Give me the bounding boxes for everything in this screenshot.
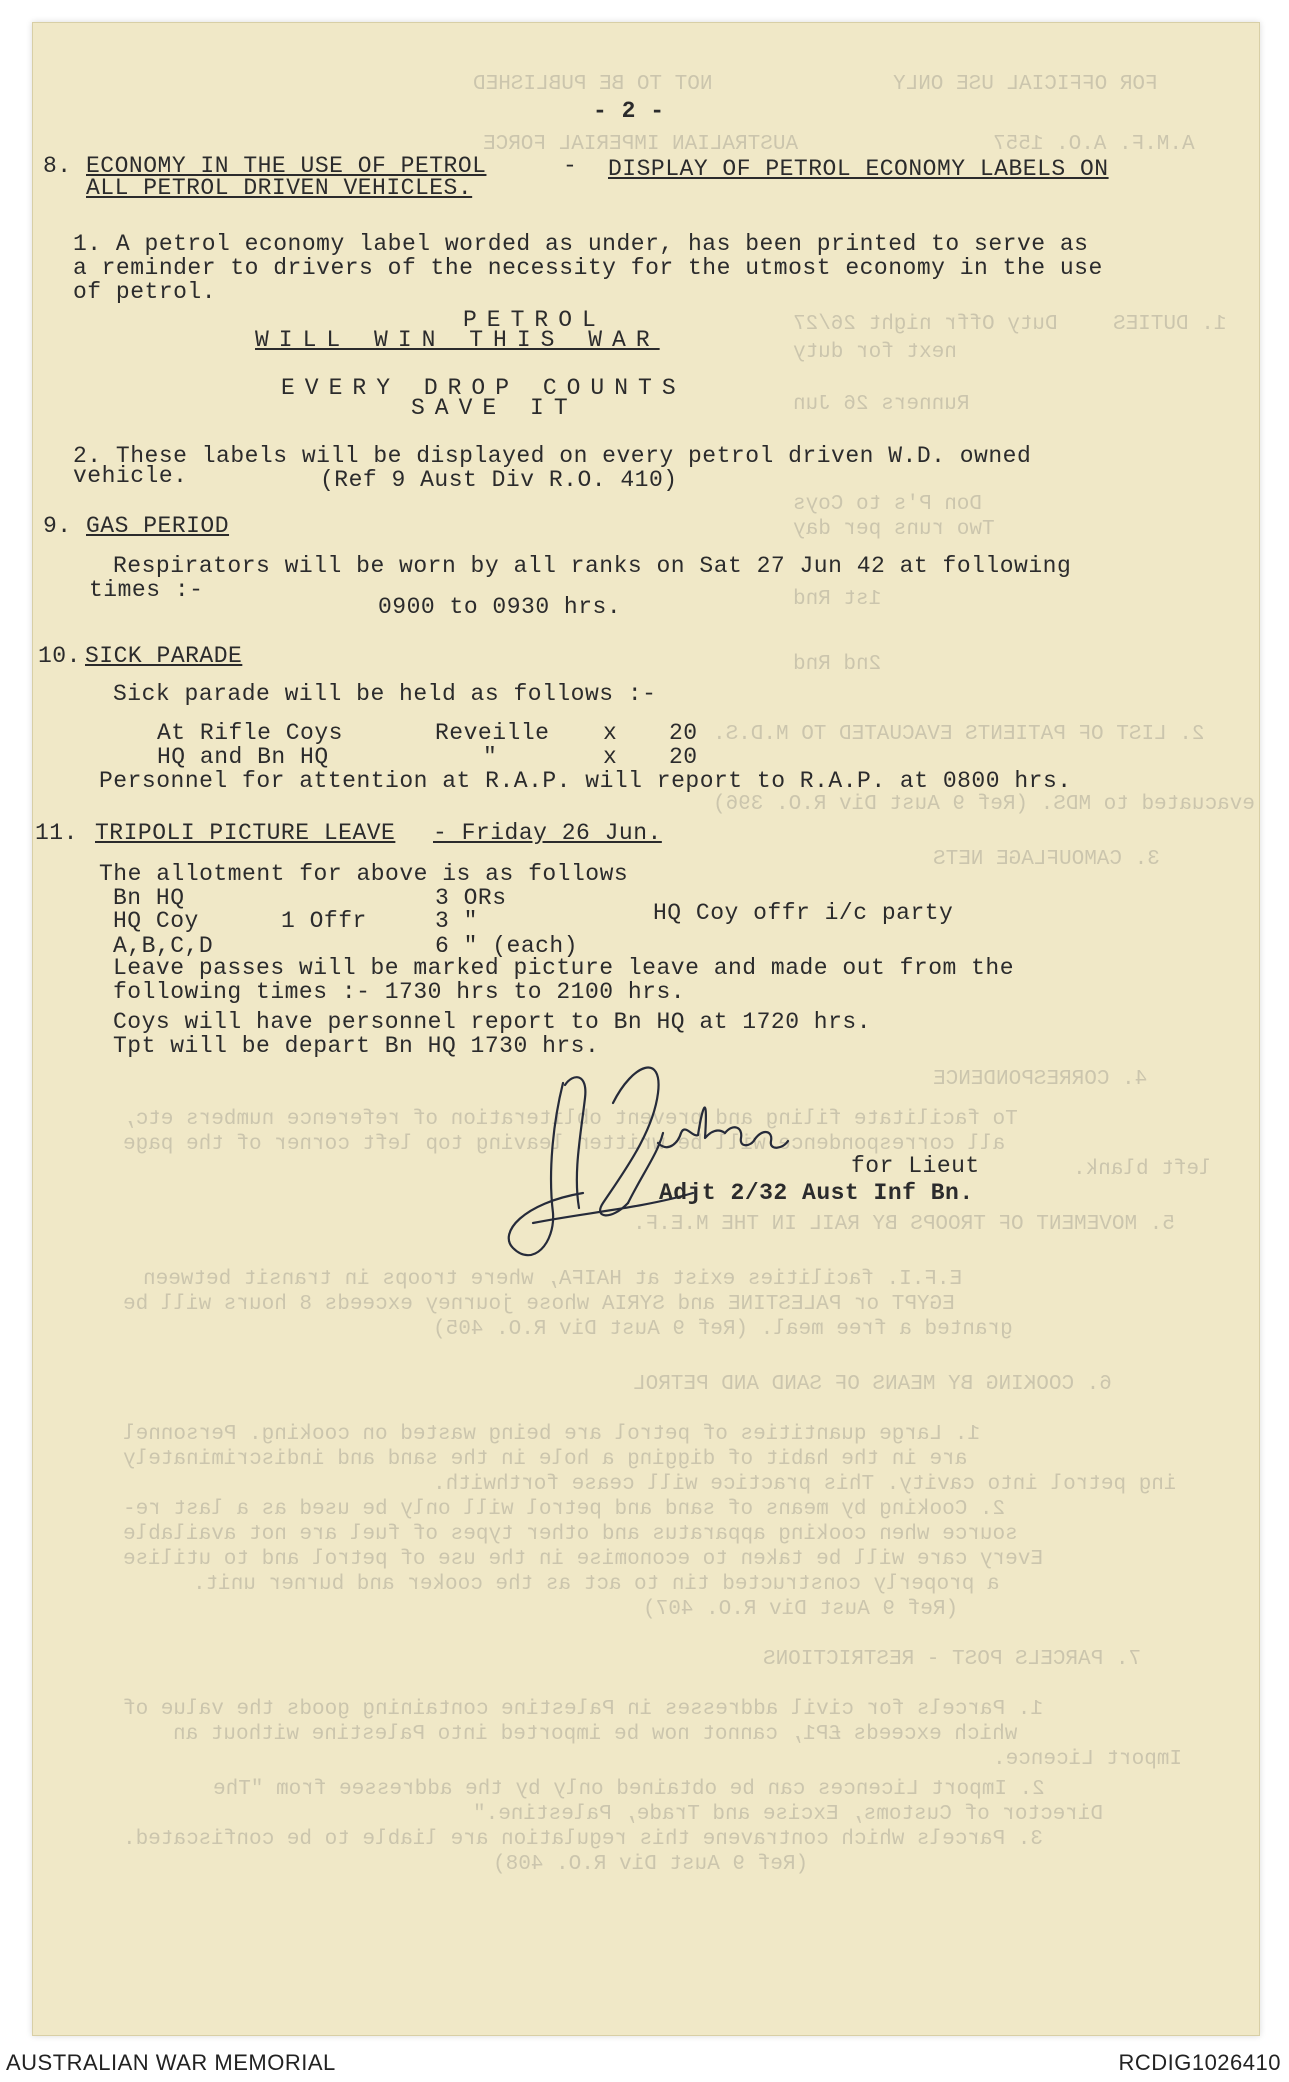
bleed-line: 2. Import Licences can be obtained only by the addressee from "The: [213, 1778, 1045, 1801]
table-cell: 6 " (each): [435, 933, 579, 959]
bleed-line: all correspondence will be written leaving top left corner of the page: [123, 1133, 1006, 1156]
bleed-line: 1st Rnd: [793, 588, 882, 611]
table-cell: x: [603, 744, 618, 770]
table-cell: HQ Coy: [113, 908, 199, 934]
bleed-line: (Ref 9 Aust Div R.O. 407): [643, 1598, 959, 1621]
paragraph-line: Tpt will be depart Bn HQ 1730 hrs.: [113, 1033, 600, 1059]
signatory-role: Adjt 2/32 Aust Inf Bn.: [659, 1180, 974, 1206]
section-title: GAS PERIOD: [86, 513, 230, 539]
bleed-line: Import Licence.: [993, 1748, 1183, 1771]
bleed-line: To facilitate filing and prevent obliteration of reference numbers etc,: [123, 1108, 1018, 1131]
bleed-line: A.M.F. A.O. 1557: [993, 133, 1195, 156]
bleed-line: 2nd Rnd: [793, 653, 882, 676]
bleed-line: Duty Offr night 26/27: [793, 313, 1058, 336]
section-title: TRIPOLI PICTURE LEAVE: [95, 820, 396, 846]
bleed-line: left blank.: [1073, 1158, 1212, 1181]
bleed-line: 1. Large quantities of petrol are being wasted on cooking. Personnel: [123, 1423, 980, 1446]
table-cell: 20: [669, 744, 698, 770]
bleed-line: Director of Customs, Excise and Trade, Palestine.": [473, 1803, 1104, 1826]
table-cell: 3 ORs: [435, 885, 507, 911]
reference: (Ref 9 Aust Div R.O. 410): [320, 467, 678, 493]
paragraph-line: Coys will have personnel report to Bn HQ at 1720 hrs.: [113, 1009, 872, 1035]
paragraph-line: of petrol.: [73, 279, 217, 305]
title-dash: -: [563, 153, 578, 179]
table-cell: x: [603, 720, 618, 746]
bleed-line: Runners 26 Jun: [793, 393, 970, 416]
bleed-line: 4. CORRESPONDENCE: [933, 1068, 1148, 1091]
paragraph-line: a reminder to drivers of the necessity for the utmost economy in the use: [73, 255, 1103, 281]
bleed-line: NOT TO BE PUBLISHED: [473, 73, 713, 96]
bleed-line: next for duty: [793, 341, 957, 364]
bleed-line: EGYPT or PALESTINE and SYRIA whose journey exceeds 8 hours will be: [123, 1293, 955, 1316]
table-cell: 3 ": [435, 908, 478, 934]
bleed-line: 6. COOKING BY MEANS OF SAND AND PETROL: [633, 1373, 1112, 1396]
table-cell: 1 Offr: [281, 908, 367, 934]
section-title-continued: ALL PETROL DRIVEN VEHICLES.: [86, 175, 473, 201]
bleed-line: ing petrol into cavity. This practice will cease forthwith.: [433, 1473, 1177, 1496]
bleed-line: Every care will be taken to economise in the use of petrol and to utilise: [123, 1548, 1043, 1571]
paragraph-line: following times :- 1730 hrs to 2100 hrs.: [113, 979, 686, 1005]
bleed-line: are in the habit of digging a hole in the sand and indiscriminately: [123, 1448, 968, 1471]
paragraph-line: times :-: [89, 577, 204, 603]
paragraph-line: The allotment for above is as follows: [99, 861, 629, 887]
table-cell: HQ Coy offr i/c party: [653, 900, 954, 926]
table-cell: A,B,C,D: [113, 933, 214, 959]
signature-for: for Lieut: [851, 1153, 980, 1179]
bleed-line: 1. Parcels for civil addresses in Palestine containing goods the value of: [123, 1698, 1043, 1721]
label-text: SAVE IT: [411, 395, 578, 421]
bleed-line: (Ref 9 Aust Div R.O. 408): [493, 1853, 809, 1876]
paragraph-line: vehicle.: [73, 463, 188, 489]
table-cell: Bn HQ: [113, 885, 185, 911]
paragraph-line: Leave passes will be marked picture leave and made out from the: [113, 955, 1015, 981]
section-title: ECONOMY IN THE USE OF PETROL: [86, 153, 487, 179]
paragraph-line: 2. These labels will be displayed on every petrol driven W.D. owned: [73, 443, 1032, 469]
section-title-continued: DISPLAY OF PETROL ECONOMY LABELS ON: [608, 156, 1109, 182]
document-page: [32, 22, 1260, 2036]
bleed-line: 1. DUTIES: [1113, 313, 1227, 336]
section-number: 10.: [38, 643, 81, 669]
page-number: - 2 -: [593, 98, 665, 124]
table-cell: ": [483, 744, 498, 770]
bleed-line: 3. Parcels which contravene this regulation are liable to be confiscated.: [123, 1828, 1043, 1851]
bleed-line: 7. PARCELS POST - RESTRICTIONS: [763, 1648, 1142, 1671]
bleed-line: FOR OFFICIAL USE ONLY: [893, 73, 1158, 96]
bleed-line: E.F.I. facilities exist at HAIFA, where troops in transit between: [143, 1268, 963, 1291]
paragraph-line: 0900 to 0930 hrs.: [378, 594, 622, 620]
bleed-line: AUSTRALIAN IMPERIAL FORCE: [483, 133, 799, 156]
bleed-line: 5. MOVEMENT OF TROOPS BY RAIL IN THE M.E.F.: [633, 1213, 1175, 1236]
table-cell: Reveille: [435, 720, 550, 746]
section-title-continued: - Friday 26 Jun.: [433, 820, 662, 846]
archive-credit: AUSTRALIAN WAR MEMORIAL: [6, 2050, 336, 2075]
paragraph-line: Sick parade will be held as follows :-: [113, 681, 657, 707]
label-text: WILL WIN THIS WAR: [255, 327, 660, 353]
section-title: SICK PARADE: [85, 643, 243, 669]
archive-reference: RCDIG1026410: [1118, 2050, 1281, 2075]
section-number: 9.: [43, 513, 72, 539]
bleed-line: 2. LIST OF PATIENTS EVACUATED TO M.D.S.: [713, 723, 1205, 746]
paragraph-line: 1. A petrol economy label worded as under, has been printed to serve as: [73, 231, 1089, 257]
bleed-line: Two runs per day: [793, 518, 995, 541]
bleed-line: which exceeds £P1, cannot now be imported into Palestine without an: [173, 1723, 1018, 1746]
bleed-line: a properly constructed tin to act as the cooker and burner unit.: [193, 1573, 1000, 1596]
bleed-line: Don P's to Coys: [793, 493, 983, 516]
table-cell: HQ and Bn HQ: [157, 744, 329, 770]
bleed-line: granted a free meal. (Ref 9 Aust Div R.O. 405): [433, 1318, 1013, 1341]
paragraph-line: Respirators will be worn by all ranks on Sat 27 Jun 42 at following: [113, 553, 1072, 579]
bleed-line: 3. CAMOUFLAGE NETS: [933, 848, 1160, 871]
signature: [493, 1043, 853, 1283]
table-cell: 20: [669, 720, 698, 746]
label-text: EVERY DROP COUNTS: [281, 375, 686, 401]
paragraph-line: Personnel for attention at R.A.P. will report to R.A.P. at 0800 hrs.: [99, 768, 1072, 794]
label-text: PETROL: [463, 307, 606, 333]
bleed-line: source when cooking apparatus and other types of fuel are not available: [123, 1523, 1018, 1546]
bleed-line: evacuated to MDS. (Ref 9 Aust Div R.O. 396): [713, 793, 1255, 816]
table-cell: At Rifle Coys: [157, 720, 343, 746]
section-number: 8.: [43, 153, 72, 179]
bleed-line: 2. Cooking by means of sand and petrol will only be used as a last re-: [123, 1498, 1006, 1521]
section-number: 11.: [35, 820, 78, 846]
